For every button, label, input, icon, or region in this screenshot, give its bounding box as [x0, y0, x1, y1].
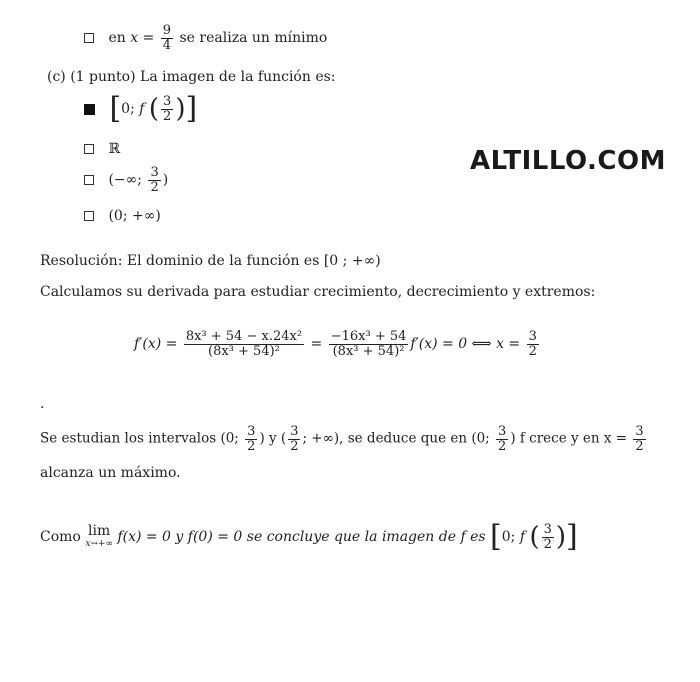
resolution-line-2: Calculamos su derivada para estudiar crecimiento, decrecimiento y extremos: [40, 284, 596, 300]
option-d: (0; +∞) [84, 208, 161, 224]
watermark-logo: ALTILLO.COM [470, 146, 666, 176]
resolution-line-1: Resolución: El dominio de la función es [0 ; +∞) [40, 253, 381, 269]
fraction: $\frac{3}{2}$ [290, 424, 299, 454]
equals: = [142, 30, 155, 47]
fraction: $\frac{9}{4}$ [162, 23, 172, 53]
option-text: se realiza un mínimo [179, 30, 328, 47]
fraction: $\frac{3}{2}$ [528, 329, 537, 359]
conclusion-line: Como lim x→+∞ f(x) = 0 y f(0) = 0 se concluye que la imagen de f es [0; f ( $\frac{3}{2}$ )] [40, 519, 578, 554]
checkbox-empty [84, 144, 94, 154]
variable: x [130, 30, 139, 47]
option-b: ℝ [84, 141, 120, 157]
fraction: $\frac{3}{2}$ [163, 93, 172, 124]
checkbox-empty [84, 33, 94, 43]
part-c-question: (c) (1 punto) La imagen de la función es: [47, 69, 336, 85]
fraction: $\frac{3}{2}$ [498, 424, 507, 454]
intervals-line: Se estudian los intervalos (0; $\frac{3}{2}$ ) y ( $\frac{3}{2}$ ; +∞), se deduce que en (0; $\frac{3}{2}$ ) f crece y en x = $\frac{3}{2}$ [40, 424, 644, 454]
checkbox-empty [84, 175, 94, 185]
intervals-line-2: alcanza un máximo. [40, 465, 181, 481]
fraction: $\frac{3}{2}$ [150, 165, 159, 195]
fraction: $\frac{\text{−16x³ + 54}}{\text{(8x³ + 54)²}}$ [330, 329, 407, 359]
fraction: $\frac{3}{2}$ [635, 424, 644, 454]
option-text: en [108, 30, 126, 47]
option-a: [0; f ( $\frac{3}{2}$ )] [84, 94, 197, 124]
option-minimum [84, 24, 327, 52]
dot: . [40, 396, 45, 412]
fraction: $\frac{3}{2}$ [247, 424, 256, 454]
derivative-equation: f′(x) = $\frac{\text{8x³ + 54 − x.24x²}}{\text{(8x³ + 54)²}}$ = $\frac{\text{−16x³ + 54}}{\text{(8x³ + 54)²}}$ f′(x) = 0 ⟺ x = $\frac{3}{2}$ [134, 329, 537, 359]
option-c: (−∞; $\frac{3}{2}$ ) [84, 166, 168, 194]
fraction: $\frac{\text{8x³ + 54 − x.24x²}}{\text{(8x³ + 54)²}}$ [185, 329, 303, 359]
checkbox-empty [84, 211, 94, 221]
fraction: $\frac{3}{2}$ [543, 521, 552, 552]
checkbox-filled [84, 104, 95, 115]
limit: lim x→+∞ [85, 523, 113, 549]
